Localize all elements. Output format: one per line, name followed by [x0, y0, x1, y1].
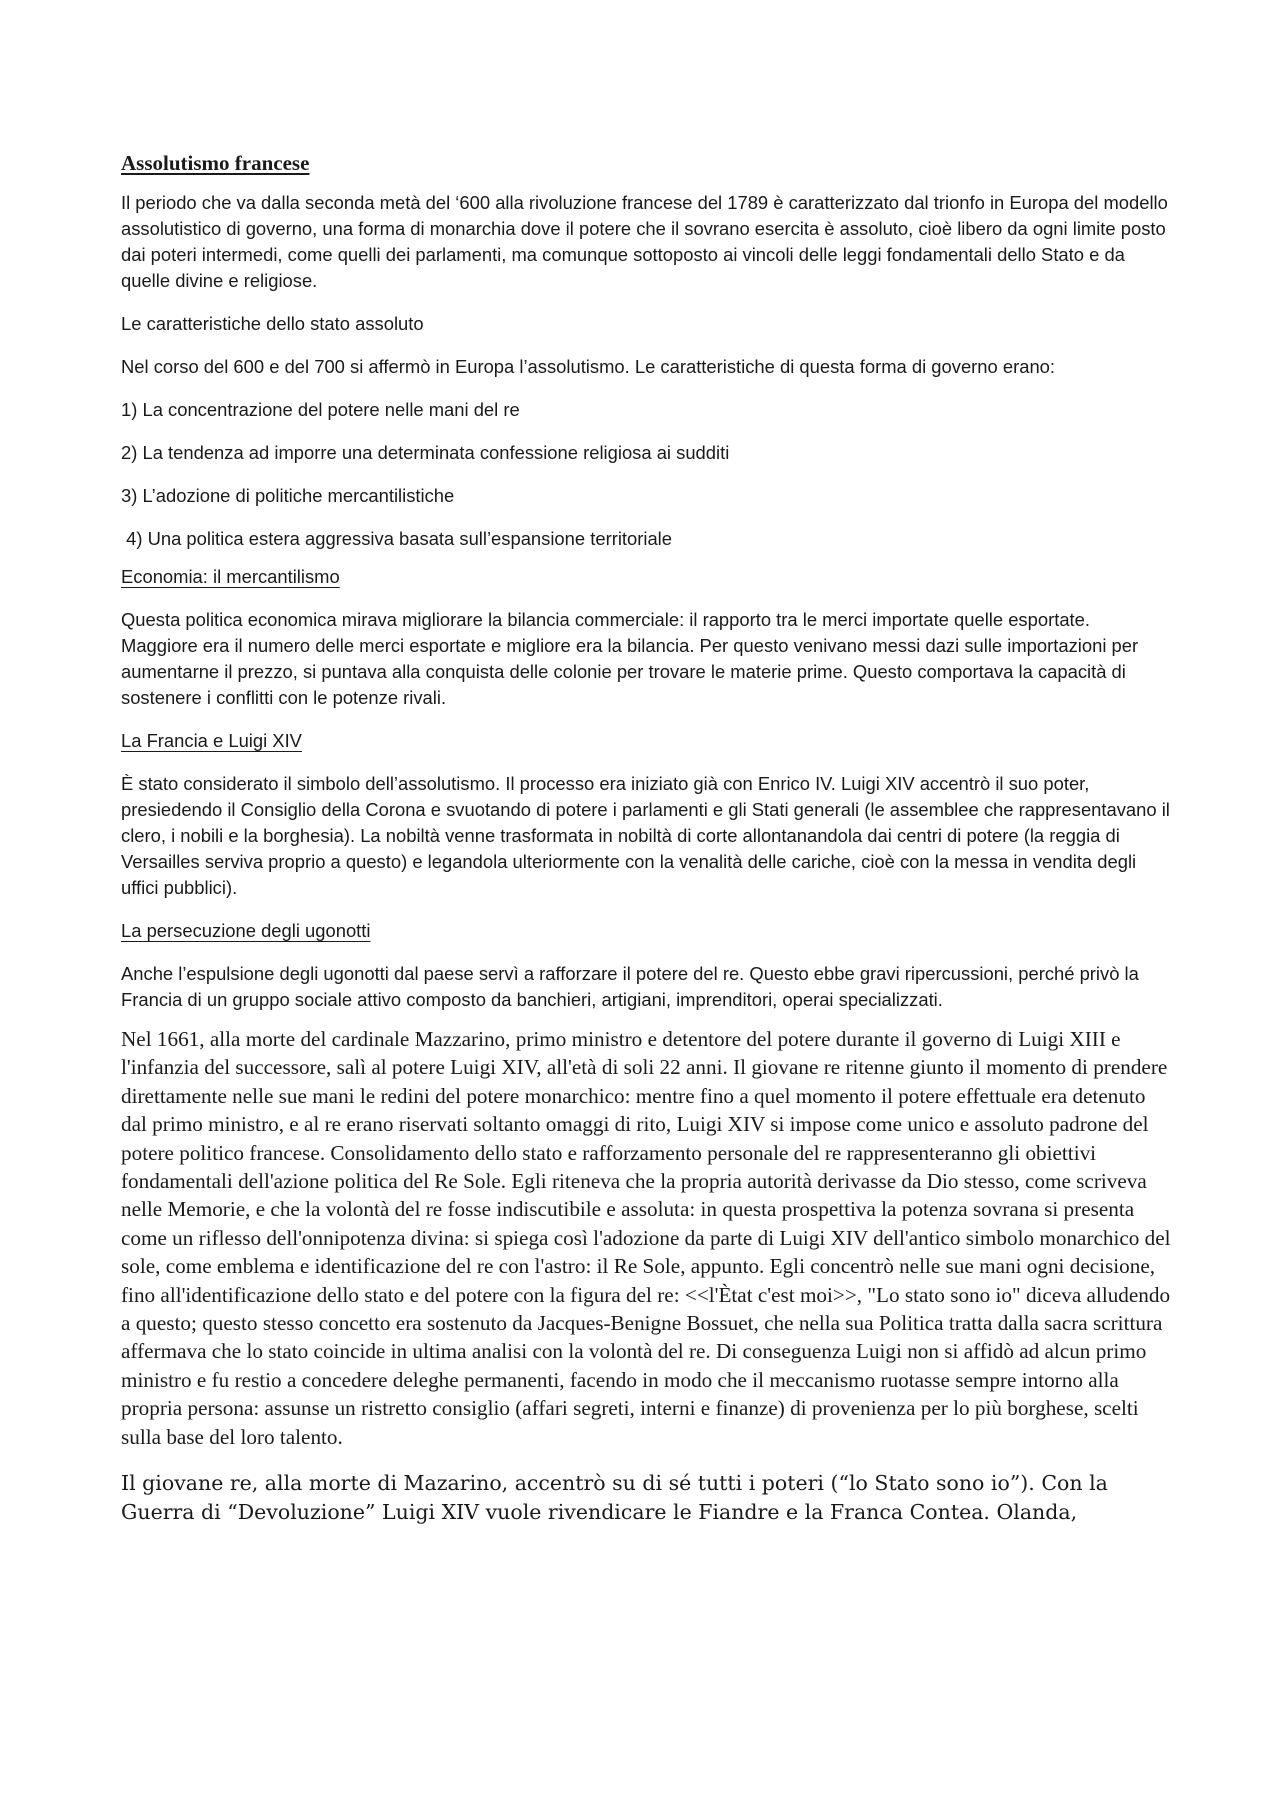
list-item: 4) Una politica estera aggressiva basata sull’espansione territoriale — [121, 528, 672, 549]
caratteristiche-paragraph: Nel corso del 600 e del 700 si affermò in Europa l’assolutismo. Le caratteristiche di questa forma di governo erano: — [121, 356, 1056, 377]
economia-heading-text: Economia: il mercantilismo — [121, 566, 340, 587]
document-content — [121, 150, 1171, 1527]
list-item: 3) L’adozione di politiche mercantilistiche — [121, 485, 455, 506]
economia-heading — [121, 564, 1171, 590]
ugonotti-heading — [121, 918, 1171, 944]
economia-paragraph: Questa politica economica mirava migliorare la bilancia commerciale: il rapporto tra le merci importate quelle esportate. Maggiore era il numero delle merci esportate e migliore era la bilancia. Per questo venivano messi dazi sulle importazioni per aumentarne il prezzo, si puntava alla conquista delle colonie per trovare le materie prime. Questo comportava la capacità di sostenere i conflitti con le potenze rivali. — [121, 609, 1139, 708]
francia-paragraph: È stato considerato il simbolo dell’assolutismo. Il processo era iniziato già con Enrico IV. Luigi XIV accentrò il suo poter, presiedendo il Consiglio della Corona e svuotando di potere i parlamenti e gli Stati generali (le assemblee che rappresentavano il clero, i nobili e la borghesia). La nobiltà venne trasformata in nobiltà di corte allontanandola dai centri di potere (la reggia di Versailles serviva proprio a questo) e legandola ulteriormente con la venalità delle cariche, cioè con la messa in vendita degli uffici pubblici). — [121, 773, 1170, 898]
caratteristiche-heading: Le caratteristiche dello stato assoluto — [121, 313, 424, 334]
luigi-xiv-paragraph: Nel 1661, alla morte del cardinale Mazzarino, primo ministro e detentore del potere durante il governo di Luigi XIII e l'infanzia del successore, salì al potere Luigi XIV, all'età di soli 22 anni. Il giovane re ritenne giunto il momento di prendere direttamente nelle sue mani le redini del potere monarchico: mentre fino a quel momento il potere effettuale era detenuto dal primo ministro, e al re erano riservati soltanto omaggi di rito, Luigi XIV si impose come unico e assoluto padrone del potere politico francese. Consolidamento dello stato e rafforzamento personale del re rappresenteranno gli obiettivi fondamentali dell'azione politica del Re Sole. Egli riteneva che la propria autorità derivasse da Dio stesso, come scriveva nelle Memorie, e che la volontà del re fosse indiscutibile e assoluta: in questa prospettiva la potenza sovrana si presenta come un riflesso dell'onnipotenza divina: si spiega così l'adozione da parte di Luigi XIV dell'antico simbolo monarchico del sole, come emblema e identificazione del re con l'astro: il Re Sole, appunto. Egli concentrò nelle sue mani ogni decisione, fino all'identificazione dello stato e del potere con la figura del re: <<l'Ètat c'est moi>>, "Lo stato sono io" diceva alludendo a questo; questo stesso concetto era sostenuto da Jacques-Benigne Bossuet, che nella sua Politica tratta dalla sacra scrittura affermava che lo stato coincide in ultima analisi con la volontà del re. Di conseguenza Luigi non si affidò ad alcun primo ministro e fu restio a concedere deleghe permanenti, facendo in modo che il meccanismo ruotasse sempre intorno alla propria persona: assunse un ristretto consiglio (affari segreti, interni e finanze) di provenienza per lo più borghese, scelti sulla base del loro talento. — [121, 1027, 1171, 1449]
list-item: 1) La concentrazione del potere nelle mani del re — [121, 399, 520, 420]
ugonotti-paragraph: Anche l’espulsione degli ugonotti dal paese servì a rafforzare il potere del re. Questo ebbe gravi ripercussioni, perché privò la Francia di un gruppo sociale attivo composto da banchieri, artigiani, imprenditori, operai specializzati. — [121, 963, 1139, 1010]
final-paragraph: Il giovane re, alla morte di Mazarino, accentrò su di sé tutti i poteri (“lo Stato sono io”). Con la Guerra di “Devoluzione” Luigi XIV vuole rivendicare le Fiandre e la Franca Contea. Olanda, — [121, 1471, 1108, 1525]
francia-heading-text: La Francia e Luigi XIV — [121, 730, 302, 751]
document-title: Assolutismo francese — [121, 151, 310, 175]
intro-paragraph: Il periodo che va dalla seconda metà del ‘600 alla rivoluzione francese del 1789 è caratterizzato dal trionfo in Europa del modello assolutistico di governo, una forma di monarchia dove il potere che il sovrano esercita è assoluto, cioè libero da ogni limite posto dai poteri intermedi, come quelli dei parlamenti, ma comunque sottoposto ai vincoli delle leggi fondamentali dello Stato e da quelle divine e religiose. — [121, 192, 1168, 291]
francia-heading — [121, 728, 1171, 754]
list-item: 2) La tendenza ad imporre una determinata confessione religiosa ai sudditi — [121, 442, 730, 463]
ugonotti-heading-text: La persecuzione degli ugonotti — [121, 920, 371, 941]
